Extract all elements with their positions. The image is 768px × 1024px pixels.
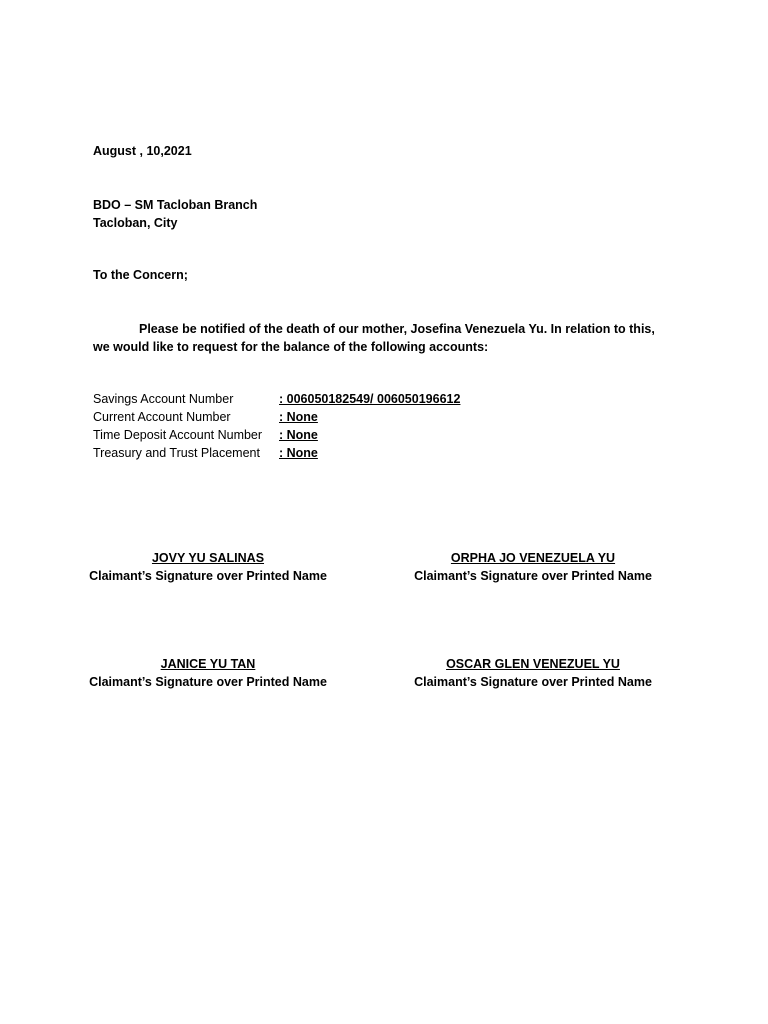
signatory-name: ORPHA JO VENEZUELA YU [450, 551, 616, 565]
signature-caption: Claimant’s Signature over Printed Name [414, 569, 652, 583]
signature-caption: Claimant’s Signature over Printed Name [414, 675, 652, 689]
signatory-name: JOVY YU SALINAS [151, 551, 265, 565]
recipient-city: Tacloban, City [93, 216, 178, 230]
recipient-branch: BDO – SM Tacloban Branch [93, 198, 258, 212]
account-label: Time Deposit Account Number [93, 428, 263, 442]
account-value: : None [279, 446, 318, 460]
account-label: Current Account Number [93, 410, 231, 424]
account-value: : None [279, 428, 318, 442]
account-value: : None [279, 410, 318, 424]
signature-block-4 [413, 655, 653, 691]
signature-block-1 [88, 549, 328, 585]
account-row-time-deposit [93, 426, 318, 444]
signature-caption: Claimant’s Signature over Printed Name [89, 569, 327, 583]
letter-date: August , 10,2021 [93, 144, 192, 158]
signatory-name: JANICE YU TAN [160, 657, 256, 671]
signatory-name: OSCAR GLEN VENEZUEL YU [446, 657, 620, 671]
signature-caption: Claimant’s Signature over Printed Name [89, 675, 327, 689]
account-label: Treasury and Trust Placement [93, 446, 260, 460]
account-value: : 006050182549/ 006050196612 [279, 392, 461, 406]
letter-body: Please be notified of the death of our mother, Josefina Venezuela Yu. In relation to this, we would like to request for the balance of the following accounts: [93, 322, 655, 354]
account-label: Savings Account Number [93, 392, 234, 406]
salutation: To the Concern; [93, 268, 188, 282]
account-row-savings [93, 390, 460, 408]
account-row-current [93, 408, 318, 426]
signature-block-3 [88, 655, 328, 691]
account-row-treasury [93, 444, 318, 462]
signature-block-2 [413, 549, 653, 585]
